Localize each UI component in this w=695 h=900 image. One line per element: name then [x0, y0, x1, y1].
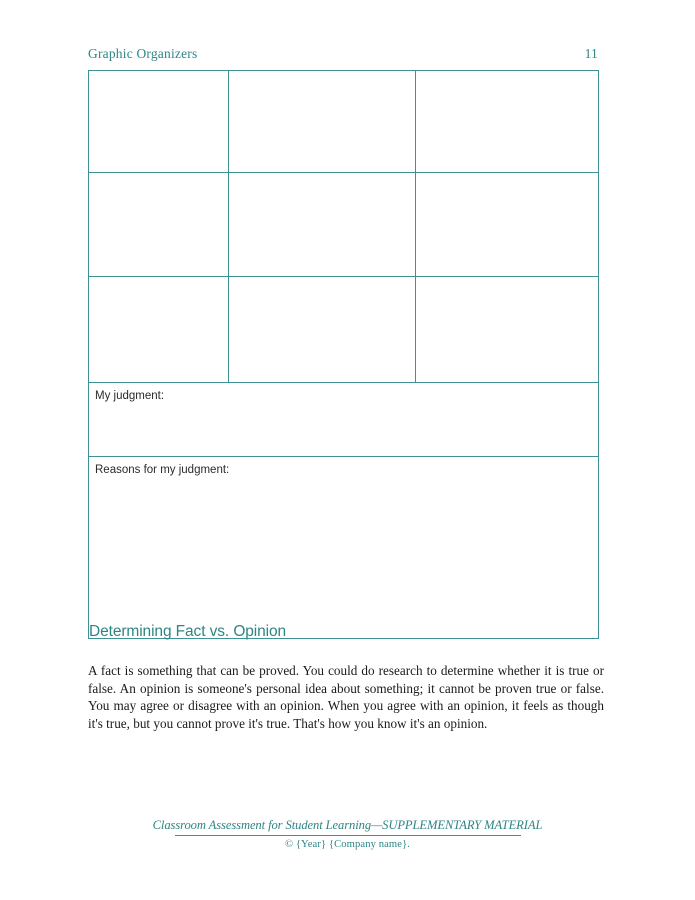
footer-copyright: © {Year} {Company name}. — [284, 839, 411, 851]
organizer-cell[interactable] — [416, 71, 599, 173]
organizer-cell[interactable] — [229, 277, 416, 383]
running-head — [88, 46, 598, 62]
my-judgment-field[interactable]: My judgment: — [89, 383, 599, 457]
running-head-title: Graphic Organizers — [88, 46, 198, 61]
table-row — [89, 71, 599, 173]
table-row-reasons — [89, 457, 599, 639]
section-paragraph: A fact is something that can be proved. You could do research to determine whether it is true or false. An opinion is someone's personal idea about something; it cannot be proven true or false. You may agree or disagree with an opinion. When you agree with an opinion, it feels as though it's true, but you cannot prove it's true. That's how you know it's an opinion. — [88, 663, 604, 731]
footer-divider — [175, 835, 521, 836]
table-row — [89, 173, 599, 277]
section-heading: Determining Fact vs. Opinion — [89, 623, 287, 640]
graphic-organizer-table — [88, 70, 599, 639]
reasons-for-my-judgment-field[interactable]: Reasons for my judgment: — [89, 457, 599, 639]
organizer-cell[interactable] — [89, 71, 229, 173]
organizer-cell[interactable] — [89, 173, 229, 277]
page-number: 11 — [584, 46, 598, 61]
table-row-my-judgment — [89, 383, 599, 457]
organizer-cell[interactable] — [416, 277, 599, 383]
organizer-cell[interactable] — [416, 173, 599, 277]
table-row — [89, 277, 599, 383]
organizer-cell[interactable] — [229, 71, 416, 173]
organizer-cell[interactable] — [89, 277, 229, 383]
footer-title: Classroom Assessment for Student Learning—SUPPLEMENTARY MATERIAL — [152, 818, 543, 832]
page-footer — [0, 818, 695, 850]
organizer-cell[interactable] — [229, 173, 416, 277]
